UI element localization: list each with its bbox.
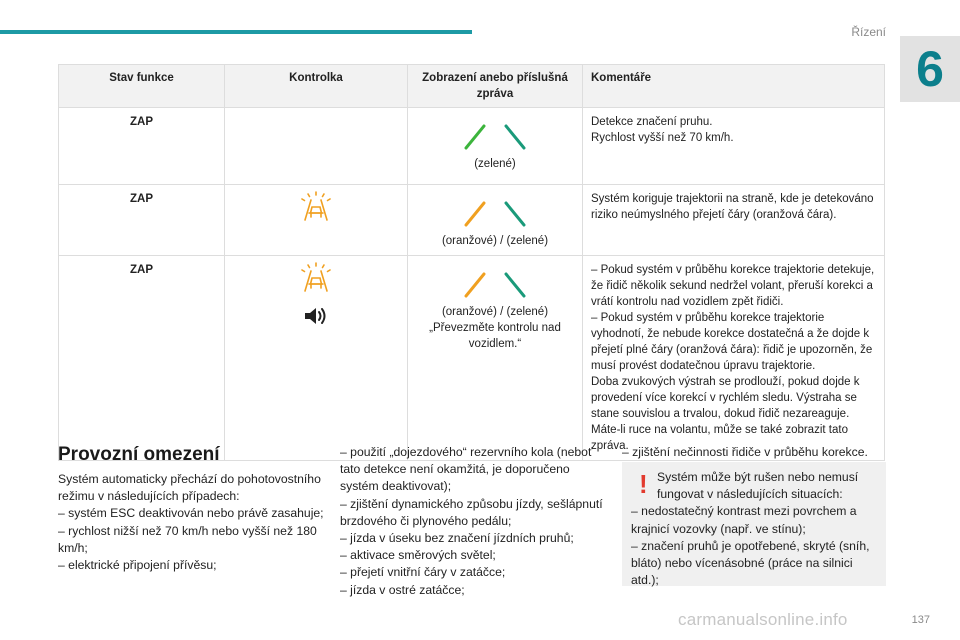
- display-cell: [408, 256, 583, 461]
- header-comment: Komentáře: [583, 65, 885, 108]
- table-row: [59, 185, 885, 256]
- warning-head-text: Systém může být rušen nebo nemusí fungovat v následujících situacích:: [657, 470, 859, 502]
- text-column-3: [622, 444, 884, 461]
- display-text: (oranžové) / (zelené) „Převezměte kontrolu nad vozidlem.“: [429, 306, 561, 350]
- state-cell: ZAP: [59, 108, 225, 185]
- paragraph: – použití „dojezdového“ rezervního kola (neboť tato detekce není okamžitá, je doporučeno systém deaktivovat); – zjištění dynamického způsobu jízdy, sešlápnutí brzdového či plynového pedálu; – jízda v úseku bez značení jízdních pruhů; – aktivace směrových světel; – přejetí vnitřní čáry v zatáčce; – jízda v ostré zatáčce;: [340, 445, 603, 597]
- comment-cell: Detekce značení pruhu. Rychlost vyšší než 70 km/h.: [583, 108, 885, 185]
- warning-exclamation-icon: !: [639, 469, 648, 499]
- table-header-row: [59, 65, 885, 108]
- text-column-1: [58, 471, 328, 574]
- header-indicator: Kontrolka: [225, 65, 408, 108]
- header-state: Stav funkce: [59, 65, 225, 108]
- watermark: carmanualsonline.info: [678, 610, 848, 629]
- paragraph: – zjištění nečinnosti řidiče v průběhu korekce.: [622, 445, 868, 459]
- state-cell: ZAP: [59, 256, 225, 461]
- section-title: Provozní omezení: [58, 444, 220, 465]
- comment-cell: – Pokud systém v průběhu korekce trajektorie detekuje, že řidič několik sekund nedržel volant, přeruší korekci a vrátí kontrolu nad vozidlem zpět řidiči. – Pokud systém v průběhu korekce trajektorie vyhodnotí, že nebude korekce dostatečná a že dojde k přejetí plné čáry (oranžová čára): řidič je upozorněn, že musí provést dodatečnou úpravu trajektorie. Doba zvukových výstrah se prodlouží, pokud dojde k provedení více korekcí v rychlém sledu. Výstraha se stane souvislou a trvalou, dokud řidič nezareaguje. Máte-li ruce na volantu, může se také zobrazit tato zpráva.: [583, 256, 885, 461]
- display-text: (oranžové) / (zelené): [441, 235, 549, 247]
- comment-cell: Systém koriguje trajektorii na straně, kde je detekováno riziko neúmyslného přejetí čáry (oranžová čára).: [583, 185, 885, 256]
- display-text: (zelené): [474, 158, 516, 170]
- status-table: [58, 64, 885, 461]
- warning-body-text: – nedostatečný kontrast mezi povrchem a krajnicí vozovky (např. ve stínu); – značení pruhů je opotřebené, skryté (sníh, bláto) nebo vícenásobné (práce na silnici atd.);: [631, 504, 870, 588]
- speaker-icon: [302, 304, 330, 328]
- page-number: 137: [911, 614, 930, 626]
- indicator-cell: [225, 185, 408, 256]
- text-column-2: [340, 444, 610, 599]
- top-accent-bar: [0, 30, 472, 34]
- section-label: Řízení: [851, 25, 886, 39]
- warning-head: [631, 469, 877, 503]
- warning-box: [622, 462, 886, 586]
- lane-lines-icon: [460, 197, 530, 229]
- state-cell: ZAP: [59, 185, 225, 256]
- indicator-cell: [225, 256, 408, 461]
- indicator-cell: [225, 108, 408, 185]
- display-cell: [408, 185, 583, 256]
- table-row: [59, 108, 885, 185]
- header-display: Zobrazení anebo příslušná zpráva: [408, 65, 583, 108]
- table-row: [59, 256, 885, 461]
- chapter-number-tab: 6: [900, 36, 960, 102]
- lane-lines-icon: [460, 120, 530, 152]
- display-cell: [408, 108, 583, 185]
- lane-keep-warning-icon: [299, 262, 333, 292]
- lane-keep-warning-icon: [299, 191, 333, 221]
- lane-lines-icon: [460, 268, 530, 300]
- paragraph: Systém automaticky přechází do pohotovostního režimu v následujících případech: – systém ESC deaktivován nebo právě zasahuje; – rychlost nižší než 70 km/h nebo vyšší než 180 km/h; – elektrické připojení přívěsu;: [58, 472, 324, 573]
